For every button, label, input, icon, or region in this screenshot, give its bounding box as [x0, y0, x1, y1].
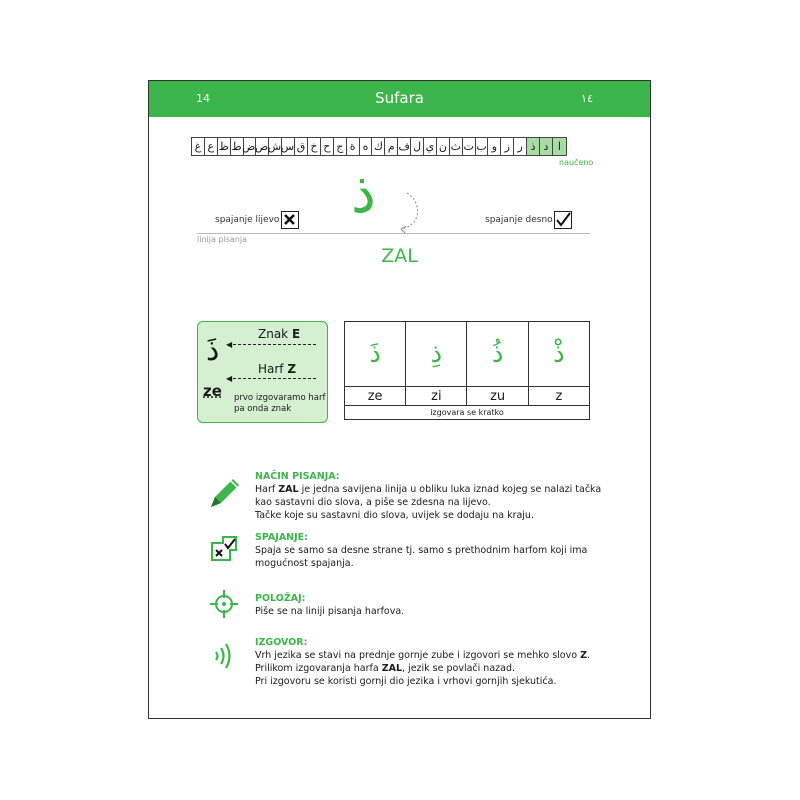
alphabet-letter: ب [476, 140, 487, 153]
alphabet-letter: د [540, 138, 553, 155]
alphabet-letter: ح [321, 138, 334, 155]
translit-zi: zi [406, 387, 467, 406]
alphabet-letter: م [385, 138, 398, 155]
alphabet-letter: ا [553, 138, 566, 155]
short-pronunciation-note: izgovara se kratko [345, 406, 590, 420]
join-left-cross-icon [281, 211, 299, 229]
alphabet-strip [191, 137, 567, 156]
learned-label: naučeno [559, 158, 594, 167]
alphabet-letter: غ [192, 138, 205, 155]
join-right-check-icon [554, 211, 572, 229]
alphabet-letter: ي [424, 138, 437, 155]
combo-glyph: ذَ [206, 333, 220, 368]
harf-arrow-head-icon: ◀ [226, 374, 233, 383]
sound-waves-icon [211, 641, 237, 671]
znak-arrow [228, 344, 316, 345]
vowel-translit-row [345, 387, 590, 406]
alphabet-letter: ج [334, 138, 347, 155]
position-target-icon [209, 589, 239, 619]
alphabet-letter: ر [514, 138, 527, 155]
section-joining: SPAJANJE: Spaja se samo sa desne strane tj. samo s prethodnim harfom koji ima mogućnost spajanja. [255, 532, 588, 569]
join-right-label: spajanje desno [485, 215, 553, 225]
alphabet-letter: ة [347, 138, 360, 155]
join-left-label: spajanje lijevo [215, 215, 280, 225]
alphabet-letter: ص [255, 140, 269, 153]
section-position: POLOŽAJ: Piše se na liniji pisanja harfova. [255, 593, 405, 617]
alphabet-letter: ع [205, 138, 218, 155]
vowel-cell-damma: ذُ [467, 322, 528, 387]
alphabet-letter: ظ [218, 140, 229, 153]
textbook-page [148, 80, 651, 719]
alphabet-letter: ت [463, 140, 474, 153]
alphabet-letter: ذ [527, 138, 540, 155]
alphabet-letter: ش [267, 140, 282, 153]
alphabet-letter: و [488, 138, 501, 155]
section-writing: NAČIN PISANJA: Harf ZAL je jedna savijena linija u obliku luka iznad kojeg se nalazi tačka kao sastavni dio slova, a piše se zdesna na lijevo. Tačke koje su sastavni dio slova, uvijek se dodaju na kraju. [255, 471, 602, 521]
alphabet-letter: س [280, 140, 295, 153]
vowel-arabic-row [345, 322, 590, 387]
page-number-arabic: ١٤ [581, 92, 593, 105]
alphabet-letter: ض [242, 140, 256, 153]
vowel-cell-kasra: ذِ [406, 322, 467, 387]
translit-ze: ze [345, 387, 406, 406]
page-number-latin: 14 [196, 92, 210, 105]
combo-result: ze [203, 382, 222, 400]
page-title: Sufara [375, 89, 424, 107]
znak-arrow-head-icon: ◀ [226, 340, 233, 349]
alphabet-letter: ه [360, 138, 373, 155]
main-letter-glyph: ذ [351, 161, 376, 226]
alphabet-letter: ز [501, 138, 514, 155]
alphabet-letter: ق [295, 138, 308, 155]
combo-note: prvo izgovaramo harf pa onda znak [234, 393, 326, 414]
writing-direction-arrow-icon [397, 191, 427, 237]
alphabet-letter: ف [398, 140, 410, 153]
translit-zu: zu [467, 387, 528, 406]
letter-name: ZAL [381, 245, 418, 267]
alphabet-letter: ث [450, 140, 461, 153]
alphabet-letter: ل [411, 138, 424, 155]
harf-arrow [228, 378, 316, 379]
writing-line [197, 233, 590, 234]
joining-icon [209, 533, 239, 563]
znak-label: Znak E [258, 327, 301, 341]
vowel-cell-sukun: ذْ [528, 322, 589, 387]
section-pronunciation: IZGOVOR: Vrh jezika se stavi na prednje gornje zube i izgovori se mehko slovo Z. Prilikom izgovaranja harfa ZAL, jezik se povlači nazad. Pri izgovoru se koristi gornji dio jezika i vrhovi gornjih sjekutića. [255, 637, 590, 687]
vowel-table [344, 321, 590, 420]
alphabet-letter: ط [231, 140, 242, 153]
page-header [149, 81, 650, 117]
translit-z: z [528, 387, 589, 406]
combination-box [197, 321, 328, 423]
alphabet-letter: ك [372, 138, 385, 155]
alphabet-letter: ن [437, 138, 450, 155]
vowel-cell-fatha: ذَ [345, 322, 406, 387]
alphabet-letter: خ [308, 138, 321, 155]
pencil-icon [205, 475, 243, 513]
harf-label: Harf Z [258, 362, 297, 376]
writing-line-label: linija pisanja [197, 235, 247, 244]
